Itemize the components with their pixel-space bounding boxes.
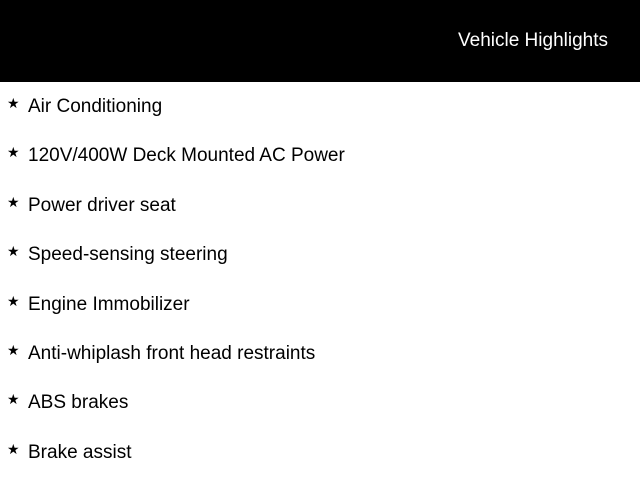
list-item (0, 378, 640, 427)
list-item-label: Anti-whiplash front head restraints (28, 342, 316, 364)
list-item (0, 131, 640, 180)
star-icon: ★ (7, 342, 20, 359)
list-item-label: Speed-sensing steering (28, 244, 228, 266)
star-icon: ★ (7, 441, 20, 458)
star-icon: ★ (7, 96, 20, 112)
list-item-label: 120V/400W Deck Mounted AC Power (28, 145, 345, 167)
list-item (0, 230, 640, 279)
list-item (0, 428, 640, 477)
list-item (0, 280, 640, 329)
star-icon: ★ (7, 194, 20, 211)
list-item-label: Power driver seat (28, 194, 176, 216)
list-item-label: Air Conditioning (28, 96, 163, 117)
star-icon: ★ (7, 145, 20, 162)
highlights-list (0, 82, 640, 477)
star-icon: ★ (7, 293, 20, 310)
page-title: Vehicle Highlights (458, 30, 608, 51)
star-icon: ★ (7, 244, 20, 261)
star-icon: ★ (7, 392, 20, 409)
list-item-label: ABS brakes (28, 392, 129, 414)
list-item-label: Brake assist (28, 441, 132, 463)
list-item (0, 329, 640, 378)
list-item-label: Engine Immobilizer (28, 293, 190, 315)
list-item (0, 181, 640, 230)
list-item (0, 82, 640, 131)
header-bar (0, 0, 640, 82)
